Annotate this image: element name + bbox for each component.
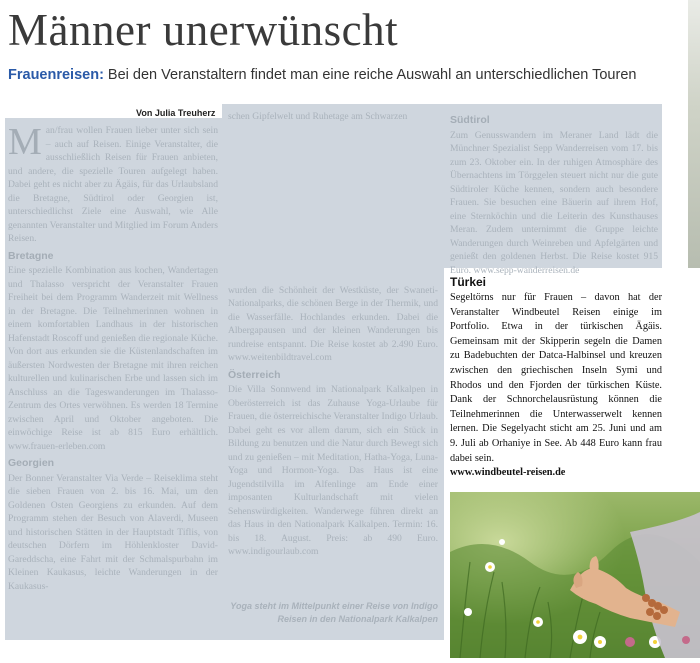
photo-caption: Yoga steht im Mittelpunkt einer Reise von Indigo Reisen in den Nationalpark Kalkalpen — [230, 601, 438, 624]
section-heading-suedtirol: Südtirol — [450, 114, 490, 126]
meadow-photo-icon — [450, 492, 700, 658]
tuerkei-body: Segeltörns nur für Frauen – davon hat der Veranstalter Windbeutel Reisen einige im Portfolio. Etwa in der türkischen Ägäis. Gemeinsam mit der Skipperin segeln die Damen zu Badebuchten der Datca-Halbinsel und kreuzen zwischen den griechischen Inseln Symi und Rhodos und den Fjorden der türkischen Küste. Dank der Schnorchelausrüstung können die Teilnehmerinnen die Unterwasserwelt kennen lernen. Die Segelyacht sticht am 25. Juni und am 9. Juli ab Orhaniye in See. Ab 448 Euro kann frau dabei sein. — [450, 292, 662, 464]
col2-intro-text: schen Gipfelwelt und Ruhetage am Schwarzen — [228, 111, 408, 122]
tuerkei-url: www.windbeutel-reisen.de — [450, 467, 566, 479]
intro-paragraph — [8, 121, 218, 246]
yoga-hand-photo — [450, 492, 700, 658]
article-subheading — [8, 67, 698, 83]
section-heading-oesterreich: Österreich — [228, 368, 281, 381]
section-text-suedtirol: Zum Genusswandern im Meraner Land lädt die Münchner Spezialist Sepp Wanderreisen vom 17. bis zum 23. Oktober ein. In der ruhigen Atmosphäre des Übernachtens im Törggelen steuert nicht nur die gute Südtiroler Küche kennen, sondern auch besondere Frauen. Sie besuchen eine Bäuerin auf ihrem Hof, eine Sternköchin und die Leiterin des Kunsthauses Meran. Zudem unternimmt die Gruppe leichte Wanderungen durch Weinreben und Apfelgärten und genießt den goldenen Herbst. Die Reise kostet 915 Euro. www.sepp-wanderreisen.de — [450, 129, 658, 276]
page-title: Männer unerwünscht — [8, 5, 399, 55]
author-byline: Von Julia Treuherz — [136, 108, 216, 118]
adjacent-photo-edge — [688, 0, 700, 268]
section-heading-georgien: Georgien — [8, 457, 55, 469]
section-heading-tuerkei: Türkei — [450, 275, 487, 289]
intro-text: an/frau wollen Frauen lieber unter sich sein – auch auf Reisen. Einige Veranstalter, die ausschließlich Reisen für Frauen anbieten, und andere, die spezielle Touren aufgelegt haben. Dabei geht es nicht aber zu Ägäis, für das Urlaubsland die Bretagne, Südtirol oder Georgien ist, unterschiedlichst Ziele eine Auswahl, wie Alle genannten Veranstalter und Mitglied im Forum Anders Reisen. — [8, 125, 218, 244]
section-text-tuerkei — [450, 291, 662, 481]
tuerkei-section — [450, 275, 662, 481]
subheading-kicker: Frauenreisen: — [8, 67, 104, 83]
faded-column-1 — [8, 121, 219, 638]
section-heading-bretagne: Bretagne — [8, 249, 54, 262]
subheading-text: Bei den Veranstaltern findet man eine reiche Auswahl an unterschiedlichen Touren — [103, 67, 637, 83]
dropcap: M — [8, 121, 42, 163]
col2-continued-text: wurden die Schönheit der Westküste, der Swaneti-Nationalparks, die schönen Berge in der Thermik, und die Wasserfälle. Hochlandes erkunden. Dabei die Albergapausen und der kleinen Wanderungen bis rundreise entspannt. Die Reise kostet ab 2.490 Euro. www.weitenbildtravel.com — [228, 284, 438, 363]
faded-column-3 — [450, 110, 658, 276]
col2-spacer — [228, 124, 438, 284]
section-text-bretagne: Eine spezielle Kombination aus kochen, Wandertagen und Thalasso verspricht der Veranstalter Frauen Freiheit bei dem Programm Wanderzeit mit Wellness in der Bretagne. Die Teilnehmerinnen wohnen in einem komfortablen Landhaus in der historischen Hafenstadt Roscoff und genießen die regionale Küche. Von dort aus erkunden sie die Küstenlandschaften im äußersten Nordwesten der Bretagne mit ihren reichen kulturellen und kulinarischen Erbe und lassen sich im Anschluss an die Tageswanderungen im Thalasso-Zentrum des Ortes verwöhnen. Es werden 18 Termine zwischen April und Oktober angeboten. Die einwöchige Reise ist ab 815 Euro erhältlich. www.frauen-erleben.com — [8, 265, 219, 452]
faded-column-2 — [228, 110, 438, 638]
section-text-oesterreich: Die Villa Sonnwend im Nationalpark Kalkalpen in Oberösterreich ist das Zuhause Yoga-Urlaube für Frauen, die österreichische Veranstalter Indigo Urlaub. Dabei geht es vor allem darum, sich ein Stück in Bildung zu benutzen und die Natur durch Bewegt sich und zu genießen – mit Meditation, Hatha-Yoga, Luna-Yoga und Hormon-Yoga. Das Haus ist eine Jugendstilvilla im Alfenlinge am Ende einer imposanten Kulturlandschaft mit vielen Sehenswürdigkeiten. Wanderwege führen direkt an das Haus in den Nationalpark Kalkalpen. Termin: 16. bis 18. August. Preis: ab 490 Euro. www.indigourlaub.com — [228, 384, 439, 557]
section-text-georgien: Der Bonner Veranstalter Via Verde – Reiseklima steht die sieben Frauen von 2. bis 16. Mai, um den Goldenen Osten Georgiens zu erkunden. Auf dem Programm stehen der Besuch von Alaverdi, Museen und historischen Stätten in der Hauptstadt Tiflis, von deutschen Dörfern im Höhlenkloster David-Gareddscha, eine Fahrt mit der Schmalspurbahn im Kleinen Kaukasus, leichte Wanderungen in der Kaukasus- — [8, 472, 218, 592]
